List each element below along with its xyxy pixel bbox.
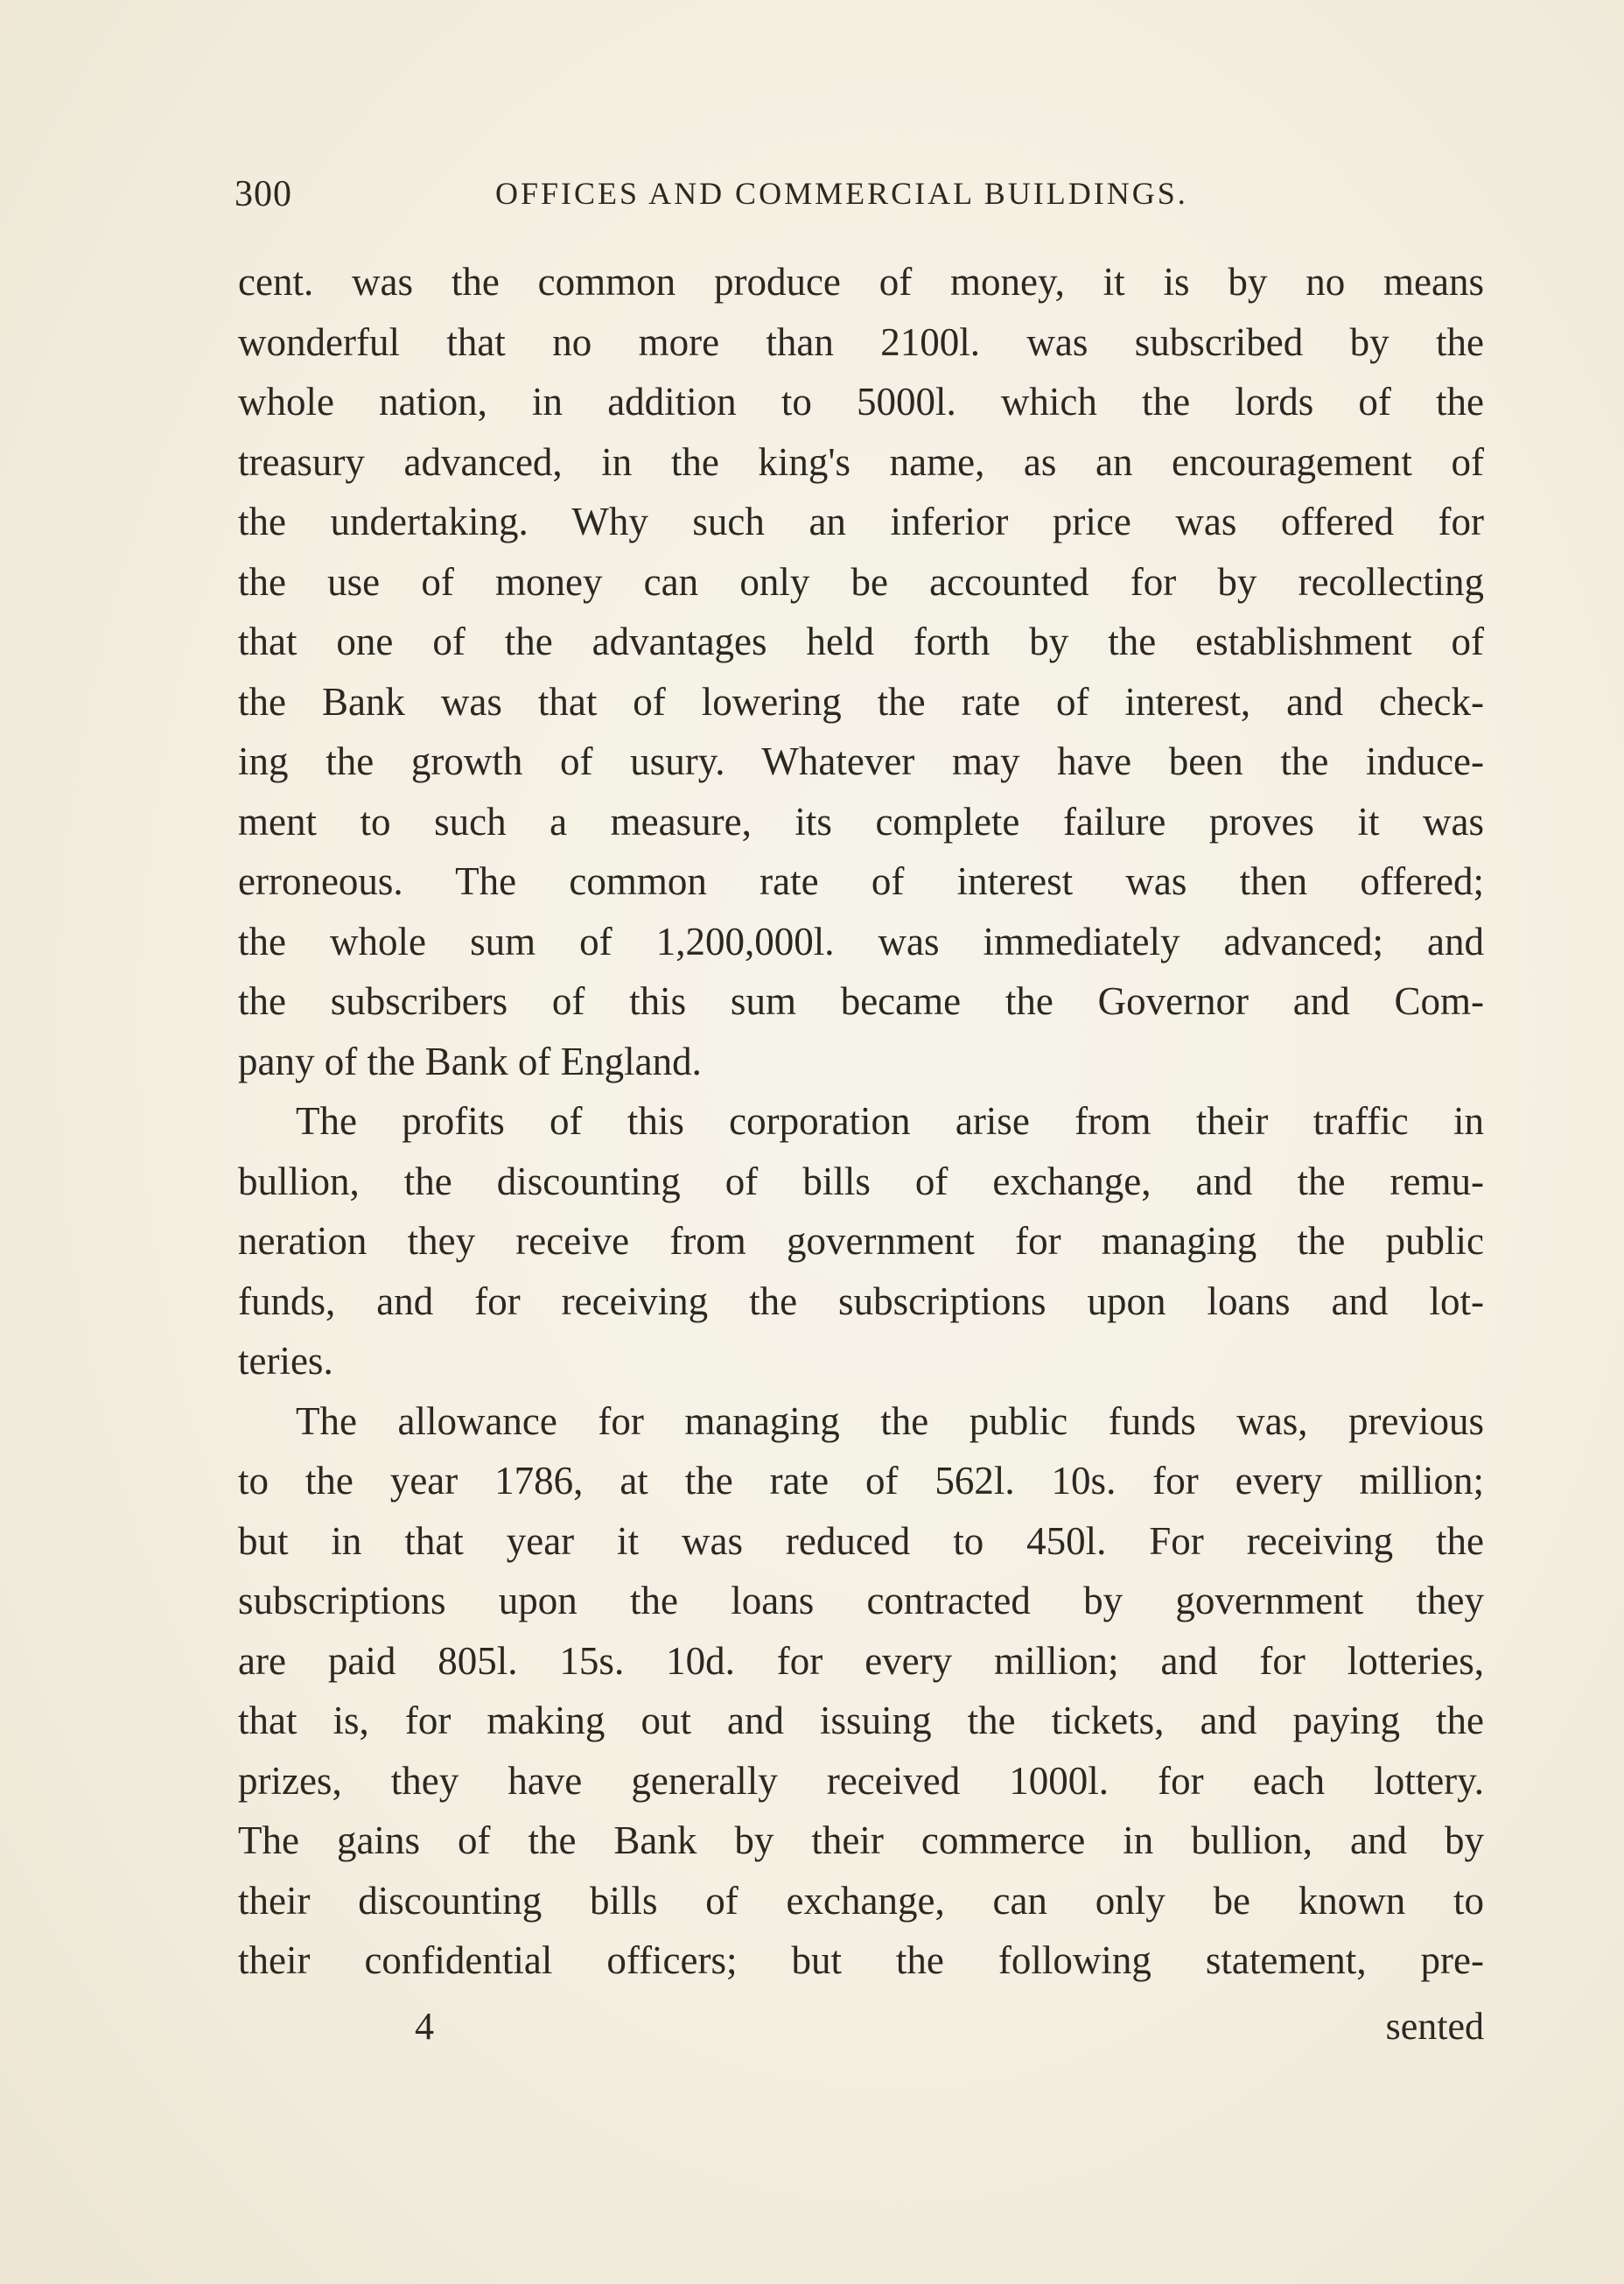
text-line: whole nation, in addition to 5000l. which the lords of the <box>238 380 1484 424</box>
text-line: are paid 805l. 15s. 10d. for every million; and for lotteries, <box>238 1638 1484 1683</box>
text-line: pany of the Bank of England. <box>238 1039 702 1083</box>
text-line: the subscribers of this sum became the Governor and Com- <box>238 979 1484 1023</box>
text-line: erroneous. The common rate of interest was then offered; <box>238 859 1484 903</box>
body-text <box>238 252 1484 1991</box>
page-footer <box>238 2004 1484 2065</box>
page-number: 300 <box>234 174 292 214</box>
text-line: bullion, the discounting of bills of exchange, and the remu- <box>238 1159 1484 1203</box>
text-line: their confidential officers; but the following statement, pre- <box>238 1938 1484 1982</box>
text-line: The gains of the Bank by their commerce in bullion, and by <box>238 1818 1484 1862</box>
text-line: ment to such a measure, its complete failure proves it was <box>238 799 1484 844</box>
text-line: wonderful that no more than 2100l. was subscribed by the <box>238 319 1484 364</box>
text-line: neration they receive from government for managing the public <box>238 1219 1484 1263</box>
catchword: sented <box>1385 2005 1484 2048</box>
text-line: the undertaking. Why such an inferior price was offered for <box>238 500 1484 543</box>
text-line: their discounting bills of exchange, can only be known to <box>238 1878 1484 1923</box>
text-line-paragraph-start: The allowance for managing the public funds was, previous <box>296 1398 1484 1443</box>
text-line: teries. <box>238 1339 333 1383</box>
text-line: the Bank was that of lowering the rate of interest, and check- <box>238 679 1484 724</box>
text-line: subscriptions upon the loans contracted by government they <box>238 1579 1484 1622</box>
text-line: treasury advanced, in the king's name, as an encouragement of <box>238 439 1484 484</box>
signature-mark: 4 <box>415 2005 434 2048</box>
running-head: OFFICES AND COMMERCIAL BUILDINGS. <box>495 176 1188 211</box>
text-line: prizes, they have generally received 1000l. for each lottery. <box>238 1758 1484 1803</box>
text-line: but in that year it was reduced to 450l. For receiving the <box>238 1518 1484 1563</box>
text-line: that is, for making out and issuing the tickets, and paying the <box>238 1699 1484 1742</box>
text-line: funds, and for receiving the subscriptions upon loans and lot- <box>238 1279 1484 1323</box>
text-line: cent. was the common produce of money, it is by no means <box>238 260 1484 304</box>
text-line: ing the growth of usury. Whatever may have been the induce- <box>238 739 1484 783</box>
text-line: the use of money can only be accounted for by recollecting <box>238 559 1484 604</box>
text-line: the whole sum of 1,200,000l. was immediately advanced; and <box>238 919 1484 963</box>
text-line-paragraph-start: The profits of this corporation arise from their traffic in <box>296 1099 1484 1143</box>
text-line: to the year 1786, at the rate of 562l. 10s. for every million; <box>238 1459 1484 1503</box>
text-line: that one of the advantages held forth by the establishment of <box>238 620 1484 663</box>
page-header <box>234 173 1223 226</box>
